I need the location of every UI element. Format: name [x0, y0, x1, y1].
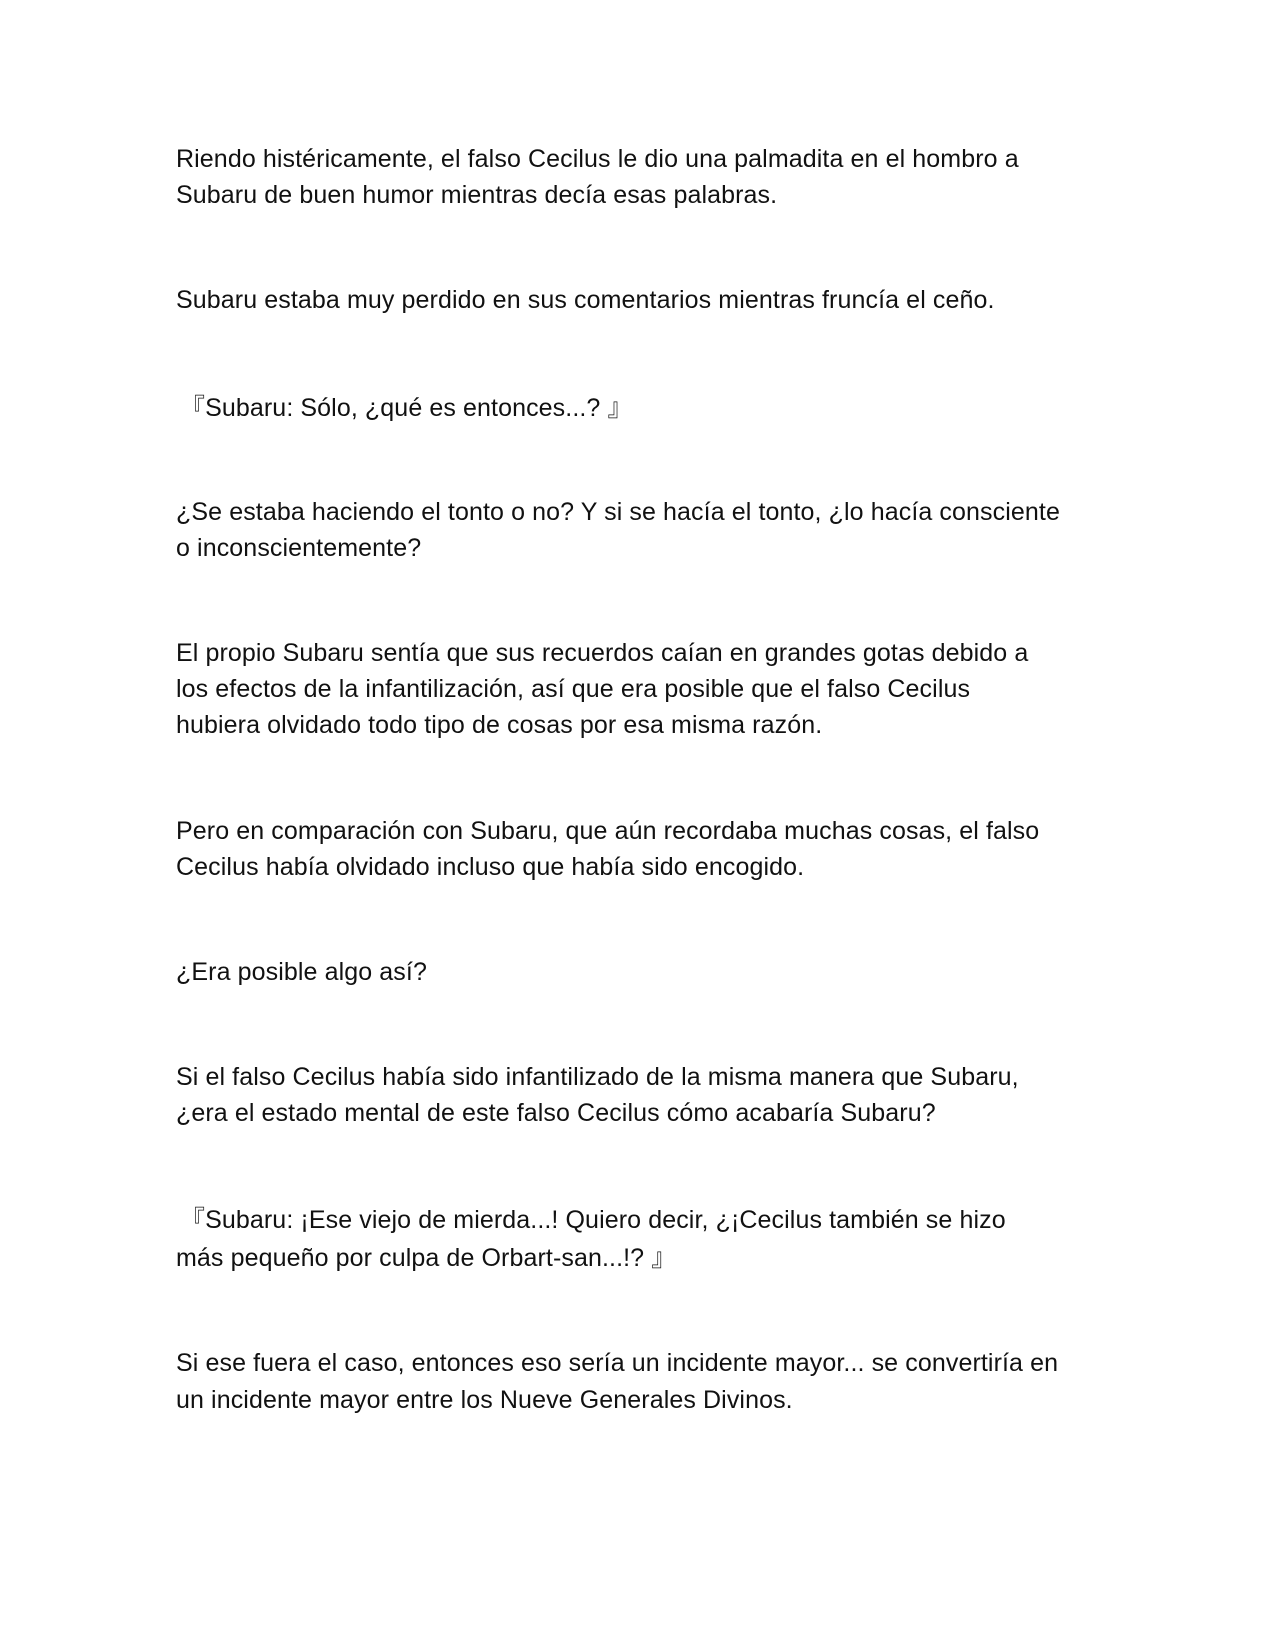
- text-line: Cecilus había olvidado incluso que había sido encogido.: [176, 853, 805, 881]
- text-line: ¿Era posible algo así?: [176, 958, 427, 986]
- text-line: los efectos de la infantilización, así que era posible que el falso Cecilus: [176, 675, 971, 703]
- text-line: Subaru estaba muy perdido en sus comentarios mientras fruncía el ceño.: [176, 286, 995, 314]
- text-line: 『Subaru: ¡Ese viejo de mierda...! Quiero decir, ¿¡Cecilus también se hizo: [180, 1206, 1006, 1234]
- text-line: hubiera olvidado todo tipo de cosas por esa misma razón.: [176, 711, 823, 739]
- text-line: 『Subaru: Sólo, ¿qué es entonces...? 』: [180, 394, 633, 422]
- text-line: Riendo histéricamente, el falso Cecilus le dio una palmadita en el hombro a: [176, 145, 1019, 173]
- text-line: más pequeño por culpa de Orbart-san...!? 』: [176, 1244, 677, 1272]
- text-line: ¿era el estado mental de este falso Cecilus cómo acabaría Subaru?: [176, 1099, 936, 1127]
- text-line: Subaru de buen humor mientras decía esas palabras.: [176, 181, 778, 209]
- text-line: Si el falso Cecilus había sido infantilizado de la misma manera que Subaru,: [176, 1063, 1019, 1091]
- text-line: un incidente mayor entre los Nueve Generales Divinos.: [176, 1386, 793, 1414]
- text-line: o inconscientemente?: [176, 534, 422, 562]
- text-line: Si ese fuera el caso, entonces eso sería un incidente mayor... se convertiría en: [176, 1349, 1059, 1377]
- text-line: ¿Se estaba haciendo el tonto o no? Y si se hacía el tonto, ¿lo hacía consciente: [176, 498, 1060, 526]
- text-line: Pero en comparación con Subaru, que aún recordaba muchas cosas, el falso: [176, 817, 1040, 845]
- text-line: El propio Subaru sentía que sus recuerdos caían en grandes gotas debido a: [176, 639, 1029, 667]
